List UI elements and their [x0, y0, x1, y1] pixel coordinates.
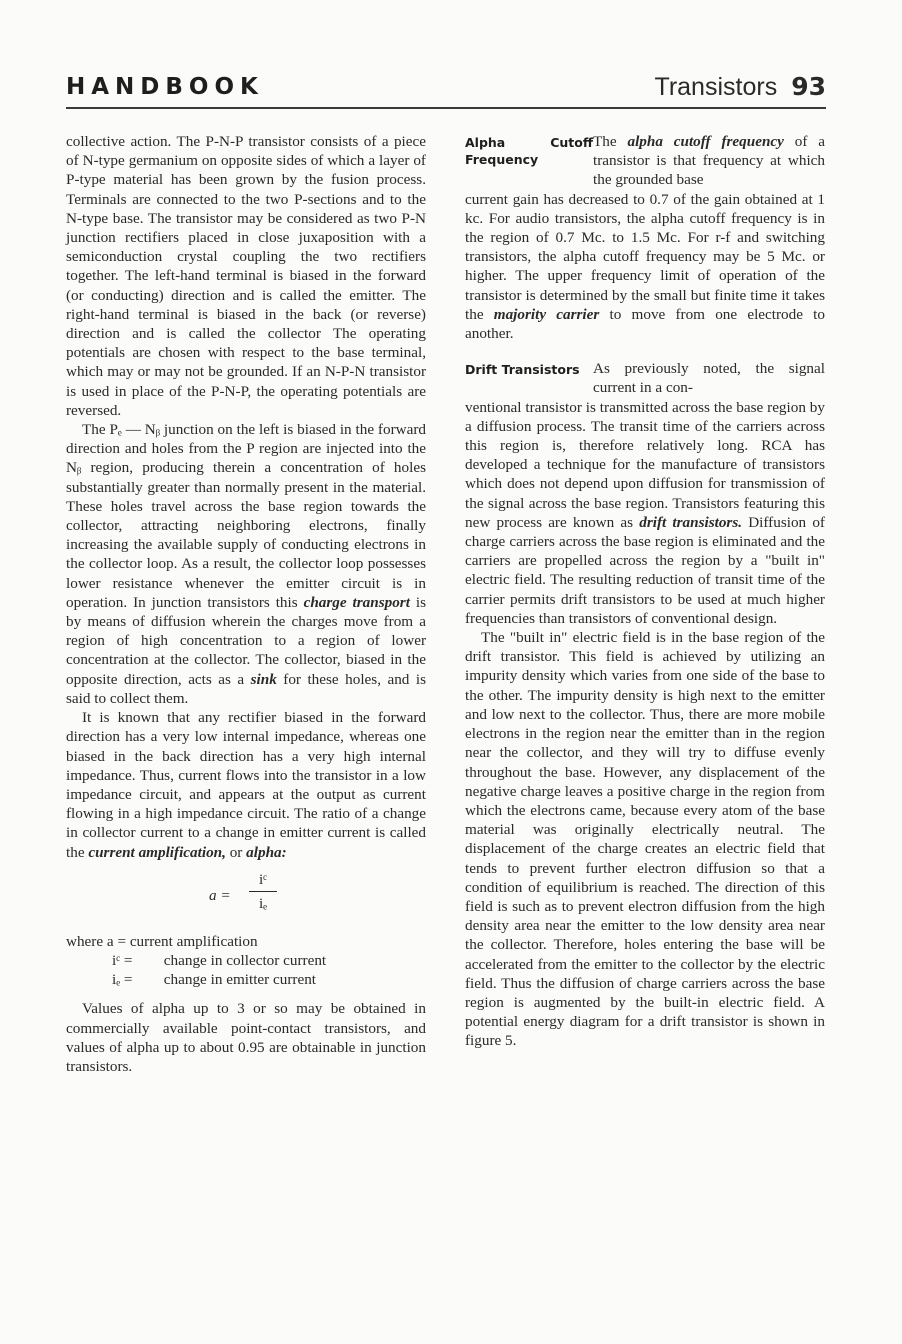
- side-heading: Alpha Cutoff Frequency: [465, 135, 593, 167]
- formula-numerator: iᶜ: [258, 870, 268, 888]
- term-alpha-cutoff-frequency: alpha cutoff frequency: [627, 133, 784, 150]
- formula-definitions: [66, 932, 426, 990]
- left-column: [66, 132, 426, 1076]
- page-header: [66, 74, 826, 104]
- definition-row: iᶜ = change in collector current: [112, 951, 327, 969]
- header-rule: [66, 107, 826, 109]
- book-title: HANDBOOK: [66, 74, 264, 100]
- paragraph: The alpha cutoff frequency of a transistor is that frequency at which the grounded base: [593, 133, 825, 189]
- paragraph: ventional transistor is transmitted across the base region by a diffusion process. The transit time of the carriers across this region is, therefore relatively long. RCA has developed a technique for the manufacture of transistors which does not depend upon diffusion for transmission of the signal across the base region. Transistors featuring this new process are known as drift transistors. Diffusion of charge carriers across the base region is eliminated and the carriers are propelled across the region by a "built in" electric field. The resulting reduction of transit time of the carrier permits drift transistors to be used at much higher frequencies than transistors of conventional design.: [465, 398, 825, 627]
- paragraph: current gain has decreased to 0.7 of the gain obtained at 1 kc. For audio transistors, the alpha cutoff frequency is in the region of 0.7 Mc. to 1.5 Mc. For r-f and switching transistors, the alpha cutoff frequency may be 5 Mc. or higher. The upper frequency limit of operation of the transistor is determined by the small but finite time it takes the majority carrier to move from one electrode to another.: [465, 190, 825, 343]
- paragraph: The Pₑ — Nᵦ junction on the left is biased in the forward direction and holes from the P region are injected into the Nᵦ region, producing therein a concentration of holes substantially greater than normally present in the material. These holes travel across the base region towards the collector, attracting neighboring electrons, finally increasing the available supply of conducting electrons in the collector loop. As a result, the collector loop possesses lower resistance whenever the emitter circuit is in operation. In junction transistors this charge transport is by means of diffusion wherein the charges move from a region of high concentration to a region of lower concentration at the collector. The collector, biased in the opposite direction, acts as a sink for these holes, and is said to collect them.: [66, 421, 426, 707]
- section-title: Transistors: [654, 73, 778, 101]
- formula-lhs: a =: [209, 886, 231, 904]
- term-drift-transistors: drift transistors.: [639, 513, 743, 531]
- term-charge-transport: charge transport: [303, 593, 410, 611]
- section-alpha-cutoff: [465, 132, 825, 190]
- term-alpha: alpha:: [246, 843, 287, 861]
- paragraph: It is known that any rectifier biased in the forward direction has a very low internal impedance, whereas one biased in the back direction has a very high internal impedance. Thus, current flows into the transistor in a low impedance circuit, and appears at the output as current flowing in a high impedance circuit. The ratio of a change in collector current to a change in emitter current is called the current amplification, or alpha:: [66, 709, 426, 861]
- paragraph: The "built in" electric field is in the base region of the drift transistor. This field is achieved by utilizing an impurity density which varies from one side of the base to the other. The impurity density is high next to the emitter and low next to the collector. Thus, there are more mobile electrons in the region near the emitter than in the region near the collector, and they will try to diffuse evenly throughout the base. However, any displacement of the negative charge leaves a positive charge in the region from which the electrons came, because every atom of the base material was originally electrically neutral. The displacement of the charge creates an electric field that tends to prevent further electron diffusion so that a condition of equilibrium is reached. The direction of this field is such as to prevent electron diffusion from the high density area near the emitter to the low density area near the collector. Therefore, holes entering the base will be accelerated from the emitter to the collector by the electric field. Thus the diffusion of charge carriers across the base region is augmented by the built-in electric field. A potential energy diagram for a drift transistor is shown in figure 5.: [465, 629, 825, 1050]
- formula-denominator: iₑ: [258, 894, 268, 912]
- section-drift-transistors: [465, 359, 825, 397]
- side-heading: Drift Transistors: [465, 362, 580, 378]
- paragraph: collective action. The P-N-P transistor consists of a piece of N-type germanium on opposite sides of which a layer of P-type material has been grown by the fusion process. Terminals are connected to the two P-sections and to the N-type base. The transistor may be considered as two P-N junction rectifiers placed in close juxaposition with a semiconduction crystal coupling the two rectifiers together. The left-hand terminal is biased in the forward (or conducting) direction and is called the emitter. The right-hand terminal is biased in the back (or reverse) direction and is called the collector The operating potentials are chosen with respect to the base terminal, which may or may not be grounded. If an N-P-N transistor is used in place of the P-N-P, the operating potentials are reversed.: [66, 133, 426, 419]
- formula-fraction: [249, 870, 277, 913]
- page-number: 93: [791, 72, 826, 101]
- definition-row: iₑ = change in emitter current: [112, 971, 317, 989]
- running-head: [654, 72, 826, 102]
- fraction-bar: [249, 891, 277, 892]
- term-current-amplification: current amplification,: [88, 843, 226, 861]
- definition-row: where a = current amplification: [66, 932, 258, 950]
- right-column: [465, 132, 825, 1051]
- alpha-formula: [66, 870, 426, 926]
- term-sink: sink: [250, 670, 277, 688]
- paragraph: Values of alpha up to 3 or so may be obtained in commercially available point-contact transistors, and values of alpha up to about 0.95 are obtainable in junction transistors.: [66, 1000, 426, 1075]
- paragraph: As previously noted, the signal current in a con-: [593, 360, 825, 397]
- term-majority-carrier: majority carrier: [493, 305, 600, 323]
